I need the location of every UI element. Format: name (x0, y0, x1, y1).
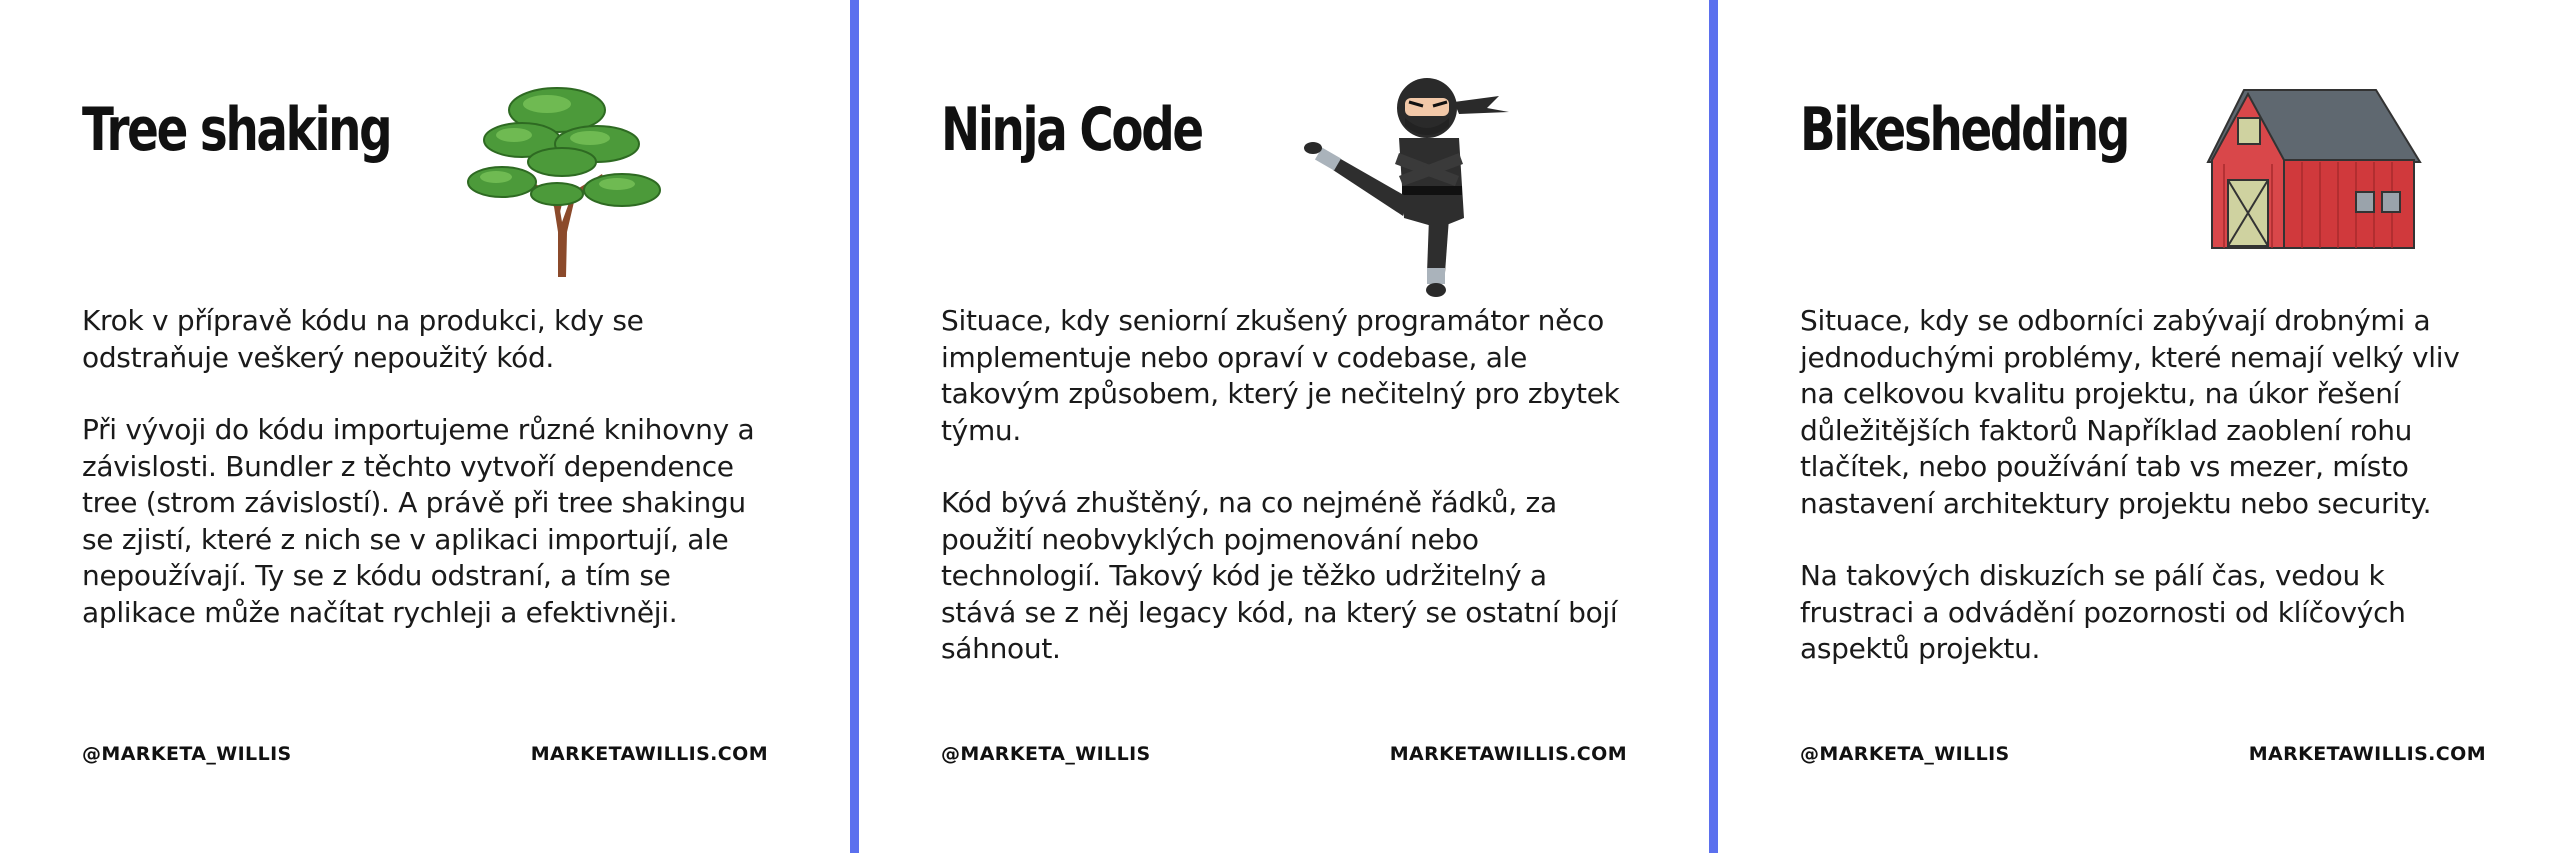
card-body (1800, 303, 2480, 704)
card-title: Bikeshedding (1800, 95, 2129, 165)
card-paragraph: Při vývoji do kódu importujeme různé knihovny a závislosti. Bundler z těchto vytvoří dependence tree (strom závislostí). A právě při tree shakingu se zjistí, které z nich se v aplikaci importují, ale nepoužívají. Ty se z kódu odstraní, a tím se aplikace může načítat rychleji a efektivněji. (82, 413, 755, 629)
card-title: Tree shaking (82, 95, 391, 165)
card-divider (850, 0, 859, 853)
card-tree-shaking (0, 0, 850, 853)
card-divider (1709, 0, 1718, 853)
card-bikeshedding (1718, 0, 2560, 853)
website-url: MARKETAWILLIS.COM (530, 743, 768, 765)
barn-illustration (2206, 84, 2422, 250)
website-url: MARKETAWILLIS.COM (1389, 743, 1627, 765)
card-title: Ninja Code (941, 95, 1202, 165)
card-paragraph: Situace, kdy se odborníci zabývají drobnými a jednoduchými problémy, které nemají velký vliv na celkovou kvalitu projektu, na úkor řešení důležitějších faktorů Například zaoblení rohu tlačítek, nebo používání tab vs mezer, místo nastavení architektury projektu nebo security. (1800, 304, 2460, 520)
card-paragraph: Kód bývá zhuštěný, na co nejméně řádků, za použití neobvyklých pojmenování nebo technologií. Takový kód je těžko udržitelný a stává se z něj legacy kód, na který se ostatní bojí sáhnout. (941, 486, 1618, 665)
social-handle: @MARKETA_WILLIS (1800, 743, 2010, 765)
card-paragraph: Na takových diskuzích se pálí čas, vedou k frustraci a odvádění pozornosti od klíčových aspektů projektu. (1800, 559, 2406, 665)
ninja-illustration (1299, 68, 1517, 298)
website-url: MARKETAWILLIS.COM (2248, 743, 2486, 765)
card-ninja-code (859, 0, 1709, 853)
tree-illustration (462, 82, 664, 277)
social-handle: @MARKETA_WILLIS (82, 743, 292, 765)
card-body (941, 303, 1621, 704)
social-handle: @MARKETA_WILLIS (941, 743, 1151, 765)
card-paragraph: Krok v přípravě kódu na produkci, kdy se odstraňuje veškerý nepoužitý kód. (82, 304, 644, 374)
card-body (82, 303, 762, 667)
card-paragraph: Situace, kdy seniorní zkušený programátor něco implementuje nebo opraví v codebase, ale takovým způsobem, který je nečitelný pro zbytek týmu. (941, 304, 1620, 447)
